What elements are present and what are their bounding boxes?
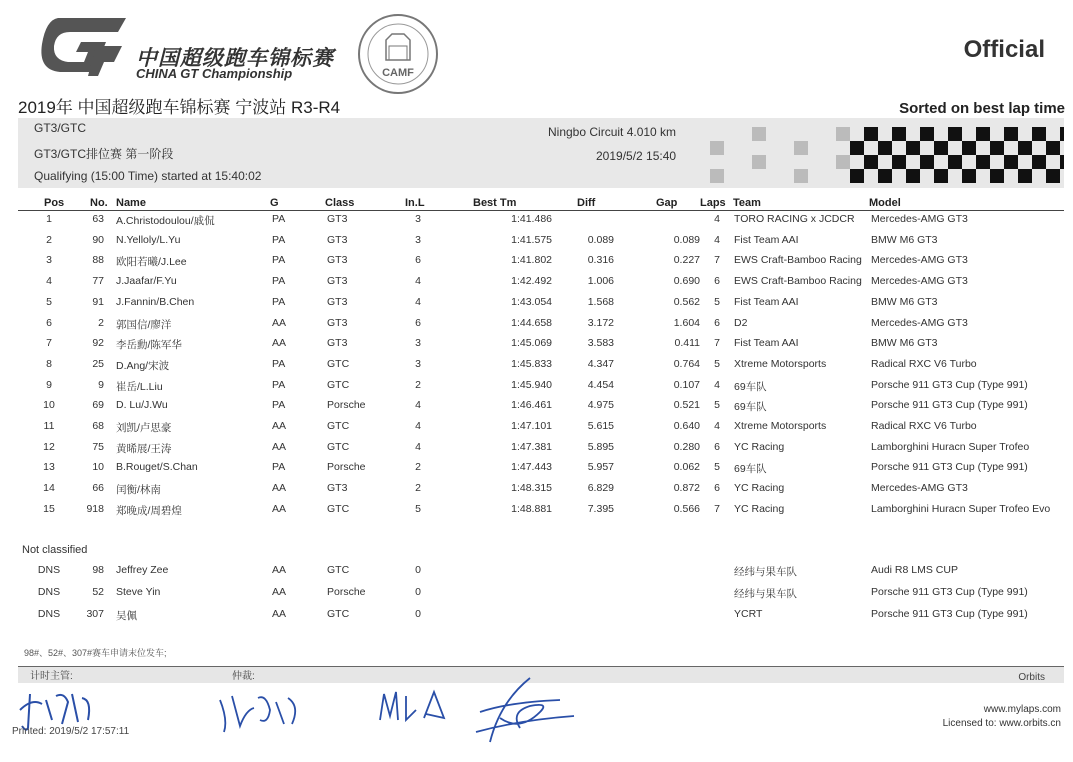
china-gt-logo-icon <box>38 10 130 82</box>
cell-no: 92 <box>92 337 104 350</box>
cell-no: 63 <box>92 213 104 225</box>
checker-square <box>934 169 948 183</box>
cell-no: 307 <box>86 608 104 620</box>
cell-no: 9 <box>98 378 104 391</box>
cell-inl: 4 <box>415 295 421 308</box>
cell-g: PA <box>272 378 286 391</box>
checker-square <box>1018 169 1032 183</box>
cell-pos: 6 <box>46 316 52 329</box>
cell-gap: 0.566 <box>673 502 700 515</box>
cell-g: PA <box>272 254 286 267</box>
cell-gap: 0.640 <box>673 420 700 432</box>
cell-best: 1:47.101 <box>511 420 552 432</box>
cell-gap: 0.562 <box>673 295 700 308</box>
col-diff: Diff <box>577 197 596 209</box>
cell-no: 77 <box>92 275 104 288</box>
cell-inl: 6 <box>415 316 421 329</box>
cell-diff: 4.454 <box>587 378 614 391</box>
cell-model: Mercedes-AMG GT3 <box>871 316 968 329</box>
checker-square <box>906 141 920 155</box>
cell-no: 52 <box>92 586 104 598</box>
cell-name: B.Rouget/S.Chan <box>116 461 198 474</box>
cell-inl: 3 <box>415 213 421 225</box>
cell-diff: 3.172 <box>587 316 614 329</box>
orbits-label: Orbits <box>1018 672 1045 683</box>
cell-pos: DNS <box>37 608 61 620</box>
cell-cls: GT3 <box>327 482 348 495</box>
checker-square <box>752 155 766 169</box>
cell-diff: 0.089 <box>587 233 614 246</box>
col-gap: Gap <box>656 197 678 209</box>
page-title: 2019年 中国超级跑车锦标赛 宁波站 R3-R4 <box>18 98 341 117</box>
col-class: Class <box>325 197 355 209</box>
cell-name: J.Jaafar/F.Yu <box>116 275 177 288</box>
cell-no: 98 <box>92 564 104 576</box>
cell-no: 88 <box>92 254 104 267</box>
cell-best: 1:47.443 <box>511 461 552 474</box>
cell-name: J.Fannin/B.Chen <box>116 295 195 308</box>
cell-g: AA <box>272 608 287 620</box>
cell-cls: GT3 <box>327 316 348 329</box>
cell-g: PA <box>272 357 286 370</box>
cell-laps: 7 <box>714 254 720 267</box>
cell-pos: 9 <box>46 378 52 391</box>
cell-diff: 0.316 <box>587 254 614 267</box>
cell-team: TORO RACING x JCDCR <box>734 213 855 225</box>
cell-name: A.Christodoulou/戚侃 <box>116 215 215 227</box>
checker-square <box>794 141 808 155</box>
checker-square <box>906 169 920 183</box>
cell-g: PA <box>272 275 286 288</box>
col-best: Best Tm <box>473 197 517 209</box>
cell-g: PA <box>272 213 286 225</box>
cell-pos: 12 <box>43 440 55 453</box>
col-no: No. <box>90 197 108 209</box>
cell-inl: 3 <box>415 233 421 246</box>
cell-name: Steve Yin <box>116 586 161 598</box>
cell-team: Fist Team AAI <box>734 233 799 246</box>
cell-team: Xtreme Motorsports <box>734 357 827 370</box>
cell-model: Porsche 911 GT3 Cup (Type 991) <box>871 608 1028 620</box>
checker-square <box>920 127 934 141</box>
not-classified-label: Not classified <box>22 544 88 556</box>
session-start: Qualifying (15:00 Time) started at 15:40:02 <box>34 169 262 183</box>
cell-cls: GTC <box>327 378 350 391</box>
cell-diff: 1.006 <box>587 275 614 288</box>
cell-pos: 5 <box>46 295 52 308</box>
cell-model: BMW M6 GT3 <box>871 295 938 308</box>
signature-steward-1 <box>210 680 310 740</box>
cell-model: BMW M6 GT3 <box>871 233 938 246</box>
cell-diff: 5.615 <box>587 420 614 432</box>
checker-square <box>1060 127 1064 141</box>
start-note: 98#、52#、307#赛车申请末位发车; <box>24 648 167 658</box>
cell-name: 郭国信/廖洋 <box>116 318 172 331</box>
checker-square <box>934 141 948 155</box>
cell-name: Jeffrey Zee <box>116 564 169 576</box>
cell-diff: 1.568 <box>587 295 614 308</box>
cell-no: 918 <box>86 502 104 515</box>
checker-square <box>878 169 892 183</box>
cell-team: 69车队 <box>734 380 767 393</box>
cell-g: AA <box>272 502 287 515</box>
cell-inl: 3 <box>415 337 421 350</box>
checker-square <box>976 127 990 141</box>
cell-g: AA <box>272 316 287 329</box>
cell-model: Porsche 911 GT3 Cup (Type 991) <box>871 378 1028 391</box>
checker-square <box>836 155 850 169</box>
steward-label: 仲裁: <box>232 671 255 682</box>
cell-best: 1:45.940 <box>511 378 552 391</box>
checker-square <box>710 169 724 183</box>
cell-name: N.Yelloly/L.Yu <box>116 233 181 246</box>
cell-no: 69 <box>92 399 104 412</box>
cell-name: 欧阳若曦/J.Lee <box>116 256 187 269</box>
cell-name: 吴佩 <box>116 610 137 622</box>
cell-cls: Porsche <box>327 399 366 412</box>
cell-laps: 6 <box>714 275 720 288</box>
cell-team: YCRT <box>734 608 763 620</box>
checker-square <box>1018 141 1032 155</box>
cell-inl: 0 <box>415 586 421 598</box>
cell-g: AA <box>272 564 287 576</box>
cell-team: 69车队 <box>734 401 767 414</box>
cell-g: AA <box>272 482 287 495</box>
checker-square <box>948 127 962 141</box>
checker-square <box>878 141 892 155</box>
cell-model: BMW M6 GT3 <box>871 337 938 350</box>
cell-model: Mercedes-AMG GT3 <box>871 275 968 288</box>
cell-cls: GTC <box>327 564 350 576</box>
cell-cls: Porsche <box>327 461 366 474</box>
official-stamp-text: Official <box>963 36 1045 63</box>
cell-no: 75 <box>92 440 104 453</box>
cell-gap: 0.764 <box>673 357 700 370</box>
cell-laps: 4 <box>714 378 720 391</box>
cell-cls: GTC <box>327 420 350 432</box>
cell-no: 10 <box>92 461 104 474</box>
signature-steward-3 <box>470 672 580 752</box>
cell-laps: 4 <box>714 233 720 246</box>
timing-chief-label: 计时主管: <box>30 671 73 682</box>
cell-laps: 6 <box>714 440 720 453</box>
cell-inl: 6 <box>415 254 421 267</box>
cell-name: 刘凯/卢思豪 <box>116 422 172 434</box>
cell-gap: 0.872 <box>673 482 700 495</box>
header-divider <box>18 210 1064 211</box>
cell-g: PA <box>272 295 286 308</box>
checker-square <box>864 155 878 169</box>
session-cn: GT3/GTC排位赛 第一阶段 <box>34 147 174 161</box>
checker-square <box>836 127 850 141</box>
cell-cls: Porsche <box>327 586 366 598</box>
cell-cls: GT3 <box>327 295 348 308</box>
seal-label: CAMF <box>382 67 414 79</box>
cell-inl: 0 <box>415 564 421 576</box>
cell-model: Lamborghini Huracn Super Trofeo Evo <box>871 502 1051 515</box>
cell-pos: 4 <box>46 275 52 288</box>
cell-inl: 5 <box>415 502 421 515</box>
cell-gap: 0.107 <box>673 378 700 391</box>
cell-name: D. Lu/J.Wu <box>116 399 168 412</box>
cell-team: YC Racing <box>734 482 785 495</box>
cell-g: AA <box>272 586 287 598</box>
cell-model: Mercedes-AMG GT3 <box>871 213 968 225</box>
checker-square <box>1032 127 1046 141</box>
cell-diff: 5.957 <box>587 461 614 474</box>
cell-g: AA <box>272 337 287 350</box>
cell-pos: 2 <box>46 233 52 246</box>
checker-square <box>850 169 864 183</box>
cell-team: YC Racing <box>734 440 785 453</box>
checker-square <box>892 127 906 141</box>
cell-gap: 0.411 <box>674 337 700 350</box>
cell-best: 1:44.658 <box>511 316 552 329</box>
cell-model: Porsche 911 GT3 Cup (Type 991) <box>871 586 1028 598</box>
sort-note: Sorted on best lap time <box>899 100 1065 117</box>
checker-square <box>892 155 906 169</box>
cell-g: PA <box>272 461 286 474</box>
cell-best: 1:41.802 <box>511 254 552 267</box>
cell-model: Lamborghini Huracn Super Trofeo <box>871 440 1030 453</box>
cell-name: 崔岳/L.Liu <box>116 380 163 393</box>
class-line: GT3/GTC <box>34 121 87 135</box>
cell-pos: 14 <box>43 482 55 495</box>
checker-square <box>1046 169 1060 183</box>
cell-laps: 5 <box>714 357 720 370</box>
cell-pos: 1 <box>46 213 52 225</box>
checker-square <box>752 127 766 141</box>
cell-name: 闰衡/林南 <box>116 484 161 497</box>
cell-laps: 5 <box>714 461 720 474</box>
cell-name: 黄晞展/王涛 <box>116 442 172 455</box>
checker-square <box>1046 141 1060 155</box>
cell-cls: GT3 <box>327 254 348 267</box>
cell-gap: 0.089 <box>673 233 700 246</box>
cell-inl: 4 <box>415 420 421 432</box>
checker-square <box>710 141 724 155</box>
cell-pos: 10 <box>43 399 55 412</box>
cell-pos: 15 <box>43 502 55 515</box>
cell-name: 郑晚成/周碧煌 <box>116 504 182 517</box>
cell-model: Mercedes-AMG GT3 <box>871 254 968 267</box>
cell-laps: 4 <box>714 213 720 225</box>
checker-square <box>920 155 934 169</box>
cell-laps: 7 <box>714 337 720 350</box>
cell-cls: GT3 <box>327 213 348 225</box>
cell-name: D.Ang/宋波 <box>116 359 170 372</box>
cell-no: 2 <box>98 316 104 329</box>
cell-model: Porsche 911 GT3 Cup (Type 991) <box>871 461 1028 474</box>
signature-steward-2 <box>376 680 456 730</box>
cell-inl: 4 <box>415 399 421 412</box>
cell-best: 1:48.315 <box>511 482 552 495</box>
cell-laps: 7 <box>714 502 720 515</box>
cell-best: 1:45.833 <box>511 357 552 370</box>
cell-inl: 2 <box>415 482 421 495</box>
checker-square <box>962 141 976 155</box>
cell-team: D2 <box>734 316 748 329</box>
cell-gap: 0.280 <box>673 440 700 453</box>
cell-model: Audi R8 LMS CUP <box>871 564 958 576</box>
cell-name: 李岳勳/陈军华 <box>116 339 182 352</box>
cell-diff: 4.975 <box>587 399 614 412</box>
checkered-flag-pattern <box>710 126 1064 184</box>
cell-diff: 7.395 <box>587 502 614 515</box>
cell-inl: 4 <box>415 275 421 288</box>
circuit-info: Ningbo Circuit 4.010 km <box>548 125 677 139</box>
checker-square <box>1032 155 1046 169</box>
cell-laps: 6 <box>714 316 720 329</box>
col-laps: Laps <box>700 197 726 209</box>
col-team: Team <box>733 197 761 209</box>
cell-diff: 4.347 <box>587 357 614 370</box>
cell-model: Mercedes-AMG GT3 <box>871 482 968 495</box>
cell-cls: GT3 <box>327 233 348 246</box>
orbits-license: Licensed to: www.orbits.cn <box>942 718 1061 729</box>
col-pos: Pos <box>44 197 65 209</box>
cell-no: 66 <box>92 482 104 495</box>
cell-cls: GTC <box>327 440 350 453</box>
cell-pos: 7 <box>46 337 52 350</box>
checker-square <box>948 155 962 169</box>
cell-laps: 6 <box>714 482 720 495</box>
cell-laps: 5 <box>714 295 720 308</box>
cell-no: 91 <box>92 295 104 308</box>
cell-inl: 0 <box>415 608 421 620</box>
cell-model: Radical RXC V6 Turbo <box>871 420 977 432</box>
cell-laps: 4 <box>714 420 720 432</box>
cell-g: AA <box>272 440 287 453</box>
checker-square <box>990 141 1004 155</box>
cell-no: 25 <box>92 357 104 370</box>
cell-inl: 4 <box>415 440 421 453</box>
mylaps-site: www.mylaps.com <box>983 704 1061 715</box>
cell-team: Fist Team AAI <box>734 337 799 350</box>
checker-square <box>1004 127 1018 141</box>
checker-square <box>864 127 878 141</box>
cell-laps: 5 <box>714 399 720 412</box>
cell-pos: DNS <box>37 586 61 598</box>
cell-team: EWS Craft-Bamboo Racing <box>734 275 862 288</box>
checker-square <box>1060 155 1064 169</box>
checker-square <box>962 169 976 183</box>
checker-square <box>794 169 808 183</box>
cell-best: 1:46.461 <box>511 399 552 412</box>
cell-diff: 3.583 <box>587 337 614 350</box>
cell-team: EWS Craft-Bamboo Racing <box>734 254 862 267</box>
cell-model: Porsche 911 GT3 Cup (Type 991) <box>871 399 1028 412</box>
cell-no: 90 <box>92 233 104 246</box>
cell-model: Radical RXC V6 Turbo <box>871 357 977 370</box>
cell-pos: 13 <box>43 461 55 474</box>
cell-diff: 6.829 <box>587 482 614 495</box>
cell-pos: 3 <box>46 254 52 267</box>
printed-timestamp: Printed: 2019/5/2 17:57:11 <box>12 726 130 737</box>
checker-square <box>850 141 864 155</box>
checker-square <box>990 169 1004 183</box>
cell-pos: 8 <box>46 357 52 370</box>
cell-best: 1:42.492 <box>511 275 552 288</box>
cell-gap: 0.521 <box>673 399 700 412</box>
cell-g: PA <box>272 233 286 246</box>
cell-team: 经纬与果车队 <box>734 566 797 578</box>
cell-inl: 2 <box>415 378 421 391</box>
cell-gap: 1.604 <box>673 316 700 329</box>
cell-inl: 2 <box>415 461 421 474</box>
cell-diff: 5.895 <box>587 440 614 453</box>
col-g: G <box>270 197 279 209</box>
checker-square <box>976 155 990 169</box>
cell-best: 1:43.054 <box>511 295 552 308</box>
cell-pos: 11 <box>43 420 55 432</box>
cell-best: 1:47.381 <box>511 440 552 453</box>
cell-best: 1:41.486 <box>511 213 552 225</box>
cell-cls: GT3 <box>327 337 348 350</box>
cell-g: PA <box>272 399 286 412</box>
cell-no: 68 <box>92 420 104 432</box>
checker-square <box>1004 155 1018 169</box>
col-inl: In.L <box>405 197 425 209</box>
cell-cls: GTC <box>327 357 350 370</box>
col-name: Name <box>116 197 146 209</box>
cell-cls: GTC <box>327 608 350 620</box>
cell-best: 1:45.069 <box>511 337 552 350</box>
cell-team: Xtreme Motorsports <box>734 420 827 432</box>
cell-cls: GTC <box>327 502 350 515</box>
cell-best: 1:41.575 <box>511 233 552 246</box>
logo-chinese-text: 中国超级跑车锦标赛 <box>136 47 334 70</box>
cell-gap: 0.227 <box>673 254 700 267</box>
cell-pos: DNS <box>37 564 61 576</box>
col-model: Model <box>869 197 901 209</box>
session-datetime: 2019/5/2 15:40 <box>596 149 677 163</box>
logo-english-text: CHINA GT Championship <box>136 66 293 81</box>
cell-gap: 0.062 <box>673 461 700 474</box>
cell-gap: 0.690 <box>673 275 700 288</box>
cell-team: Fist Team AAI <box>734 295 799 308</box>
cell-team: YC Racing <box>734 502 785 515</box>
cell-cls: GT3 <box>327 275 348 288</box>
cell-team: 经纬与果车队 <box>734 588 797 600</box>
camf-seal-icon <box>356 12 440 96</box>
cell-team: 69车队 <box>734 463 767 476</box>
cell-inl: 3 <box>415 357 421 370</box>
cell-best: 1:48.881 <box>511 502 552 515</box>
cell-g: AA <box>272 420 287 432</box>
